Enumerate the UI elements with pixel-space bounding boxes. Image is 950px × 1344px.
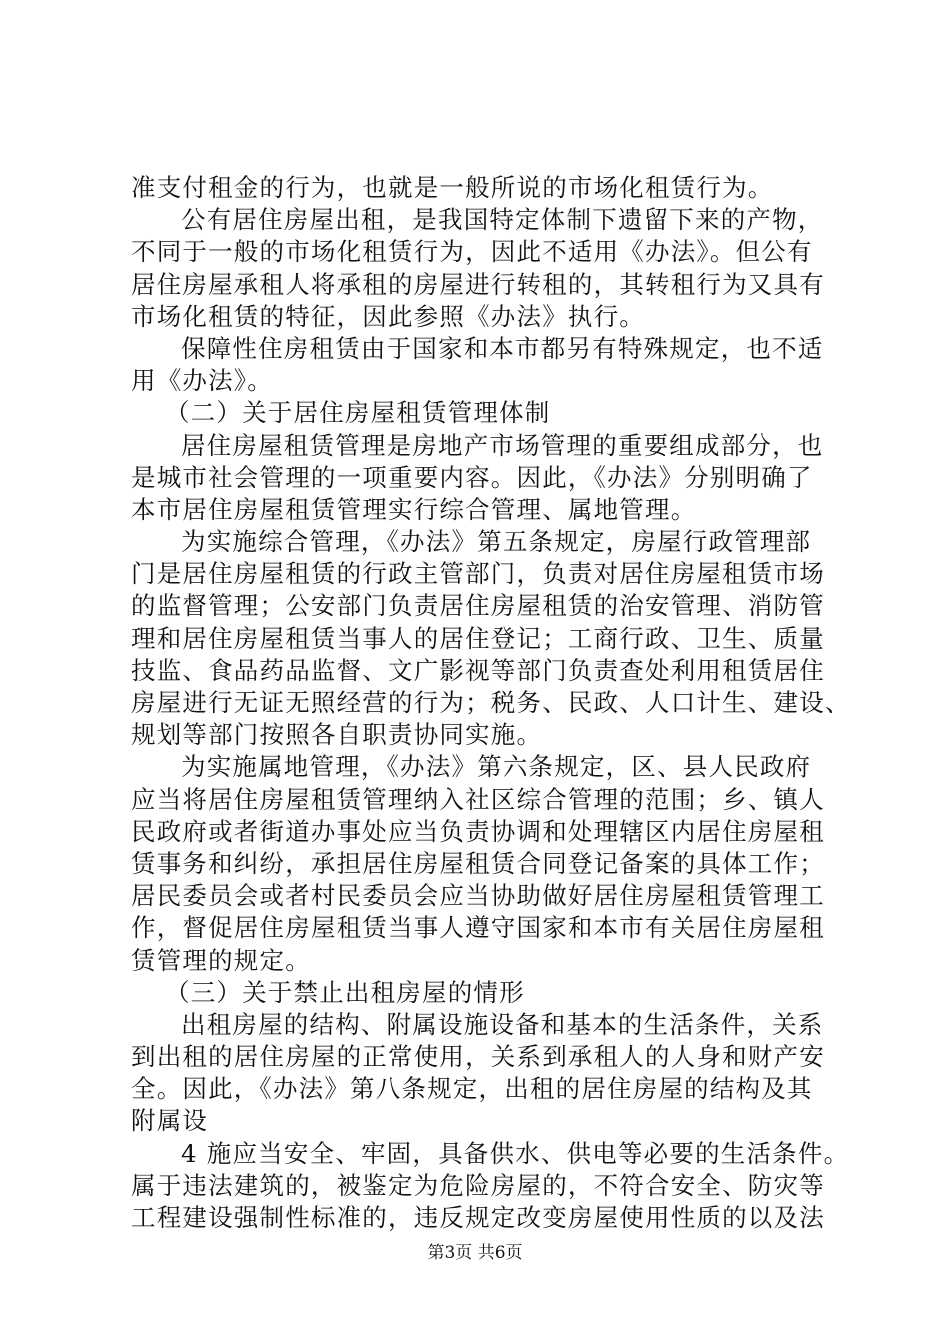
text-line: 本市居住房屋租赁管理实行综合管理、属地管理。 bbox=[131, 494, 697, 524]
page-footer: 第3页 共6页 bbox=[427, 1243, 523, 1263]
text-line: 门是居住房屋租赁的行政主管部门，负责对居住房屋租赁市场 bbox=[131, 559, 825, 589]
text-line: 出租房屋的结构、附属设施设备和基本的生活条件，关系 bbox=[181, 1009, 824, 1039]
text-line: 到出租的居住房屋的正常使用，关系到承租人的人身和财产安 bbox=[131, 1042, 825, 1072]
document-body bbox=[131, 172, 861, 1234]
section-heading: （三）关于禁止出租房屋的情形 bbox=[165, 977, 525, 1007]
text-line: 的监督管理；公安部门负责居住房屋租赁的治安管理、消防管 bbox=[131, 591, 825, 621]
text-line: 附属设 bbox=[131, 1106, 209, 1136]
text-line: 公有居住房屋出租，是我国特定体制下遗留下来的产物， bbox=[181, 205, 824, 235]
text-line: 作，督促居住房屋租赁当事人遵守国家和本市有关居住房屋租 bbox=[131, 913, 825, 943]
section-heading: （二）关于居住房屋租赁管理体制 bbox=[165, 398, 551, 428]
text-line: 居民委员会或者村民委员会应当协助做好居住房屋租赁管理工 bbox=[131, 881, 825, 911]
text-line: 规划等部门按照各自职责协同实施。 bbox=[131, 720, 543, 750]
text-line: 居住房屋承租人将承租的房屋进行转租的，其转租行为又具有 bbox=[131, 269, 825, 299]
text-line: 赁管理的规定。 bbox=[131, 945, 311, 975]
text-line: 准支付租金的行为，也就是一般所说的市场化租赁行为。 bbox=[131, 173, 774, 202]
text-line: 为实施属地管理，《办法》第六条规定，区、县人民政府 bbox=[181, 752, 812, 782]
text-line: 房屋进行无证无照经营的行为；税务、民政、人口计生、建设、 bbox=[131, 688, 851, 717]
text-line: 4 施应当安全、牢固，具备供水、供电等必要的生活条件。 bbox=[181, 1138, 850, 1168]
text-line: 理和居住房屋租赁当事人的居住登记；工商行政、卫生、质量 bbox=[131, 623, 825, 653]
text-line: 用《办法》。 bbox=[131, 366, 273, 396]
text-line: 民政府或者街道办事处应当负责协调和处理辖区内居住房屋租 bbox=[131, 816, 825, 846]
text-line: 保障性住房租赁由于国家和本市都另有特殊规定，也不适 bbox=[181, 333, 824, 363]
text-line: 不同于一般的市场化租赁行为，因此不适用《办法》。但公有 bbox=[131, 237, 813, 267]
text-line: 赁事务和纠纷，承担居住房屋租赁合同登记备案的具体工作； bbox=[131, 848, 825, 878]
text-line: 技监、食品药品监督、文广影视等部门负责查处利用租赁居住 bbox=[131, 655, 825, 685]
text-line: 居住房屋租赁管理是房地产市场管理的重要组成部分，也 bbox=[181, 430, 824, 460]
text-line: 为实施综合管理，《办法》第五条规定，房屋行政管理部 bbox=[181, 527, 812, 557]
text-line: 属于违法建筑的，被鉴定为危险房屋的，不符合安全、防灾等 bbox=[131, 1170, 825, 1200]
text-line: 全。因此，《办法》第八条规定，出租的居住房屋的结构及其 bbox=[131, 1074, 813, 1104]
text-line: 市场化租赁的特征，因此参照《办法》执行。 bbox=[131, 301, 645, 331]
text-line: 是城市社会管理的一项重要内容。因此，《办法》分别明确了 bbox=[131, 462, 813, 492]
text-line: 工程建设强制性标准的，违反规定改变房屋使用性质的以及法 bbox=[131, 1203, 825, 1232]
text-line: 应当将居住房屋租赁管理纳入社区综合管理的范围；乡、镇人 bbox=[131, 784, 825, 814]
